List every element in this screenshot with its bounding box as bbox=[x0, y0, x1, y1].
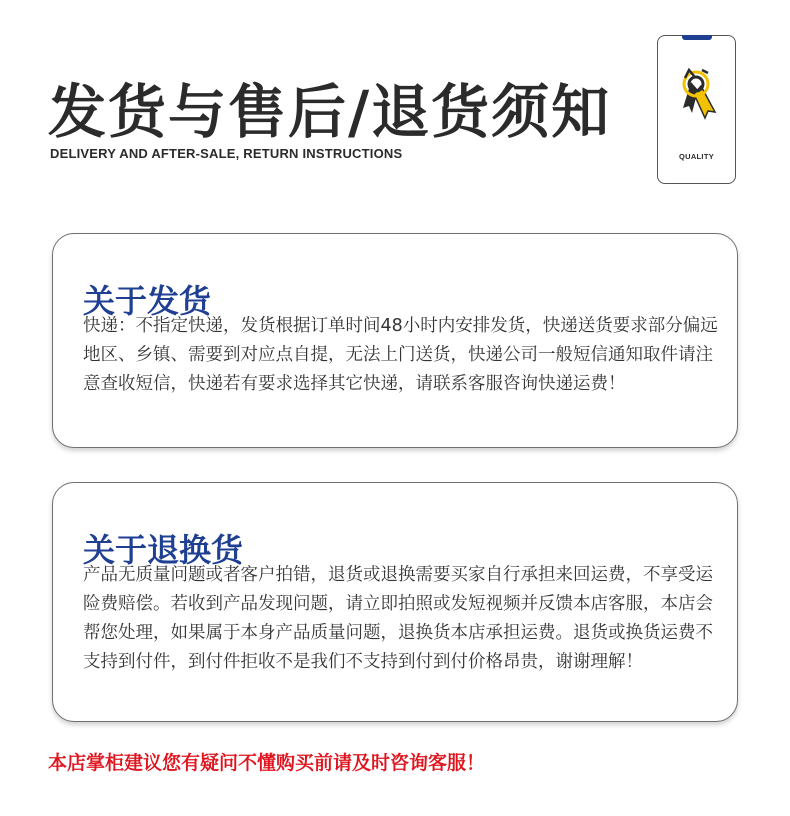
page-title: 发货与售后/退货须知 bbox=[48, 77, 612, 146]
ribbon-award-icon bbox=[677, 64, 717, 124]
return-section-body: 产品无质量问题或者客户拍错，退货或退换需要买家自行承担来回运费，不享受运险费赔偿。若收到产品发现问题，请立即拍照或发短视频并反馈本店客服，本店会帮您处理，如果属于本身产品质量问题，退换货本店承担运费。退货或换货运费不支持到付件，到付件拒收不是我们不支持到付到付价格昂贵，谢谢理解！ bbox=[83, 565, 713, 672]
return-section-title: 关于退换货 bbox=[83, 530, 244, 569]
phone-notch bbox=[682, 35, 712, 40]
shipping-info-card bbox=[52, 233, 738, 448]
shipping-section-body: 快递：不指定快递，发货根据订单时间48小时内安排发货，快递送货要求部分偏远地区、乡镇、需要到对应点自提，无法上门送货，快递公司一般短信通知取件请注意查收短信，快递若有要求选择其它快递，请联系客服咨询快递运费！ bbox=[83, 316, 718, 394]
quality-phone-badge bbox=[657, 35, 736, 184]
shipping-section-title: 关于发货 bbox=[83, 281, 212, 320]
page-subtitle: DELIVERY AND AFTER-SALE, RETURN INSTRUCTIONS bbox=[50, 146, 403, 161]
return-exchange-card bbox=[52, 482, 738, 722]
footer-advice-note: 本店掌柜建议您有疑问不懂购买前请及时咨询客服！ bbox=[48, 752, 486, 774]
quality-label: QUALITY bbox=[678, 152, 714, 161]
